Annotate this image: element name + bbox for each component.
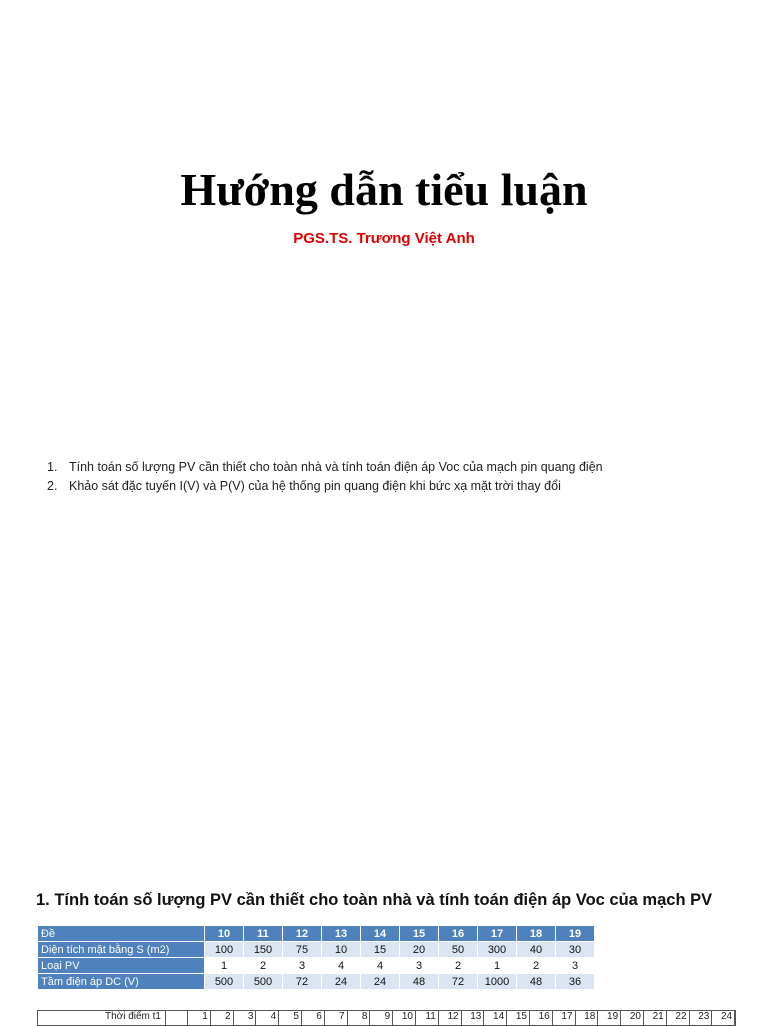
time-cell: 11 <box>416 1011 439 1025</box>
time-cell: 24 <box>712 1011 735 1025</box>
table-cell: 50 <box>439 942 478 958</box>
table-row <box>38 958 595 974</box>
table-cell: 1 <box>205 958 244 974</box>
list-item-text: Khảo sát đặc tuyến I(V) và P(V) của hệ thống pin quang điện khi bức xạ mặt trời thay đổi <box>69 478 561 493</box>
row-label: Tầm điện áp DC (V) <box>38 974 205 990</box>
table-cell: 2 <box>244 958 283 974</box>
table-cell: 75 <box>283 942 322 958</box>
section-heading: 1. Tính toán số lượng PV cần thiết cho toàn nhà và tính toán điện áp Voc của mạch PV <box>36 891 713 909</box>
table-cell: 3 <box>400 958 439 974</box>
time-cell: 3 <box>234 1011 257 1025</box>
page-title: Hướng dẫn tiểu luận <box>180 164 588 215</box>
column-header: 15 <box>400 926 439 942</box>
time-cell: 14 <box>484 1011 507 1025</box>
problem-table <box>37 925 595 990</box>
row-label: Diện tích mặt bằng S (m2) <box>38 942 205 958</box>
column-header: 19 <box>556 926 595 942</box>
time-cell: 10 <box>393 1011 416 1025</box>
column-header: 11 <box>244 926 283 942</box>
column-header: 14 <box>361 926 400 942</box>
time-cell: 12 <box>439 1011 462 1025</box>
list-item-text: Tính toán số lượng PV cần thiết cho toàn nhà và tính toán điện áp Voc của mạch pin quang điện <box>69 459 603 474</box>
table-cell: 1 <box>478 958 517 974</box>
list-item <box>47 476 603 495</box>
time-row-gap <box>166 1011 188 1025</box>
table-cell: 2 <box>439 958 478 974</box>
time-cell: 18 <box>576 1011 599 1025</box>
table-cell: 30 <box>556 942 595 958</box>
table-cell: 4 <box>322 958 361 974</box>
column-header: 13 <box>322 926 361 942</box>
column-header: 10 <box>205 926 244 942</box>
table-cell: 72 <box>283 974 322 990</box>
time-cell: 8 <box>348 1011 371 1025</box>
table-cell: 2 <box>517 958 556 974</box>
time-cell: 1 <box>188 1011 211 1025</box>
table-cell: 36 <box>556 974 595 990</box>
time-cell: 7 <box>325 1011 348 1025</box>
time-cell: 19 <box>598 1011 621 1025</box>
table-cell: 24 <box>322 974 361 990</box>
list-item <box>47 457 603 476</box>
table-cell: 40 <box>517 942 556 958</box>
time-cell: 17 <box>553 1011 576 1025</box>
table-cell: 500 <box>244 974 283 990</box>
time-cell: 13 <box>462 1011 485 1025</box>
table-cell: 15 <box>361 942 400 958</box>
table-cell: 48 <box>400 974 439 990</box>
time-row-label: Thời điểm t1 <box>38 1011 166 1025</box>
list-item-number: 1. <box>47 459 58 474</box>
time-cell: 21 <box>644 1011 667 1025</box>
time-cell: 20 <box>621 1011 644 1025</box>
table-cell: 3 <box>283 958 322 974</box>
time-cell: 15 <box>507 1011 530 1025</box>
table-row <box>38 942 595 958</box>
table-cell: 20 <box>400 942 439 958</box>
time-cell: 2 <box>211 1011 234 1025</box>
table-cell: 300 <box>478 942 517 958</box>
table-cell: 1000 <box>478 974 517 990</box>
time-cell: 16 <box>530 1011 553 1025</box>
table-cell: 48 <box>517 974 556 990</box>
column-header: 12 <box>283 926 322 942</box>
table-cell: 72 <box>439 974 478 990</box>
table-cell: 3 <box>556 958 595 974</box>
task-list <box>47 457 603 495</box>
row-label: Loại PV <box>38 958 205 974</box>
table-cell: 4 <box>361 958 400 974</box>
table-cell: 500 <box>205 974 244 990</box>
row-label: Đề <box>38 926 205 942</box>
table-cell: 10 <box>322 942 361 958</box>
table-row <box>38 974 595 990</box>
table-cell: 24 <box>361 974 400 990</box>
table-cell: 100 <box>205 942 244 958</box>
time-cell: 22 <box>667 1011 690 1025</box>
list-item-number: 2. <box>47 478 58 493</box>
table-row <box>38 926 595 942</box>
time-cell: 23 <box>690 1011 713 1025</box>
time-cell: 4 <box>256 1011 279 1025</box>
time-cell: 5 <box>279 1011 302 1025</box>
column-header: 16 <box>439 926 478 942</box>
column-header: 18 <box>517 926 556 942</box>
table-cell: 150 <box>244 942 283 958</box>
time-cell: 6 <box>302 1011 325 1025</box>
column-header: 17 <box>478 926 517 942</box>
time-cell: 9 <box>370 1011 393 1025</box>
author-line: PGS.TS. Trương Việt Anh <box>293 230 475 247</box>
